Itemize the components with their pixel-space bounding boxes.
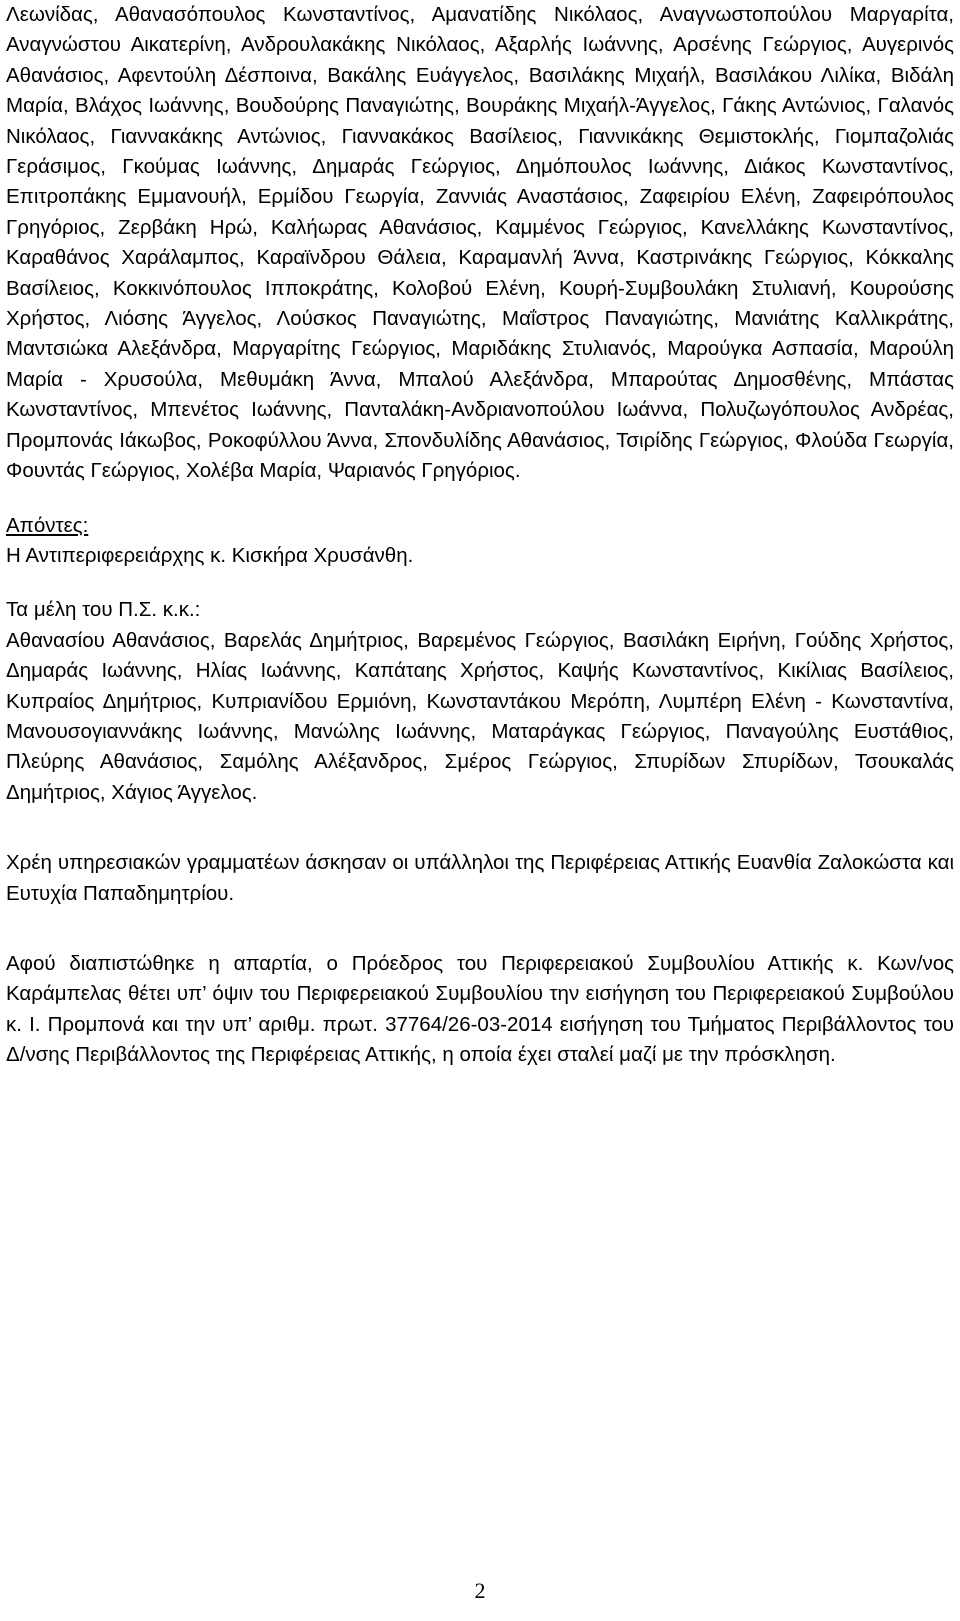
attendees-paragraph: Λεωνίδας, Αθανασόπουλος Κωνσταντίνος, Αμανατίδης Νικόλαος, Αναγνωστοπούλου Μαργαρίτα, Αναγνώστου Αικατερίνη, Ανδρουλακάκης Νικόλαος, Αξαρλής Ιωάννης, Αρσένης Γεώργιος, Αυγερινός Αθανάσιος, Αφεντούλη Δέσποινα, Βακάλης Ευάγγελος, Βασιλάκης Μιχαήλ, Βασιλάκου Λιλίκα, Βιδάλη Μαρία, Βλάχος Ιωάννης, Βουδούρης Παναγιώτης, Βουράκης Μιχαήλ-Άγγελος, Γάκης Αντώνιος, Γαλανός Νικόλαος, Γιαννακάκης Αντώνιος, Γιαννακάκος Βασίλειος, Γιαννικάκης Θεμιστοκλής, Γιομπαζολιάς Γεράσιμος, Γκούμας Ιωάννης, Δημαράς Γεώργιος, Δημόπουλος Ιωάννης, Διάκος Κωνσταντίνος, Επιτροπάκης Εμμανουήλ, Ερμίδου Γεωργία, Ζαννιάς Αναστάσιος, Ζαφειρίου Ελένη, Ζαφειρόπουλος Γρηγόριος, Ζερβάκη Ηρώ, Καλήωρας Αθανάσιος, Καμμένος Γεώργιος, Κανελλάκης Κωνσταντίνος, Καραθάνος Χαράλαμπος, Καραϊνδρου Θάλεια, Καραμανλή Άννα, Καστρινάκης Γεώργιος, Κόκκαλης Βασίλειος, Κοκκινόπουλος Ιπποκράτης, Κολοβού Ελένη, Κουρή-Συμβουλάκη Στυλιανή, Κουρούσης Χρήστος, Λιόσης Άγγελος, Λούσκος Παναγιώτης, Μαΐστρος Παναγιώτης, Μανιάτης Καλλικράτης, Μαντσιώκα Αλεξάνδρα, Μαργαρίτης Γεώργιος, Μαριδάκης Στυλιανός, Μαρούγκα Ασπασία, Μαρούλη Μαρία - Χρυσούλα, Μεθυμάκη Άννα, Μπαλού Αλεξάνδρα, Μπαρούτας Δημοσθένης, Μπάστας Κωνσταντίνος, Μπενέτος Ιωάννης, Πανταλάκη-Ανδριανοπούλου Ιωάννα, Πολυζωγόπουλος Ανδρέας, Προμπονάς Ιάκωβος, Ροκοφύλλου Άννα, Σπονδυλίδης Αθανάσιος, Τσιρίδης Γεώργιος, Φλούδα Γεωργία, Φουντάς Γεώργιος, Χολέβα Μαρία, Ψαριανός Γρηγόριος.: [6, 3, 954, 483]
absent-heading-label: Απόντες:: [6, 513, 89, 537]
document-page: [6, 0, 954, 1071]
absent-line: Η Αντιπεριφερειάρχης κ. Κισκήρα Χρυσάνθη.: [6, 543, 414, 567]
absent-heading: [6, 511, 954, 541]
secretaries-paragraph: Χρέη υπηρεσιακών γραμματέων άσκησαν οι υπάλληλοι της Περιφέρειας Αττικής Ευανθία Ζαλοκώστα και Ευτυχία Παπαδημητρίου.: [6, 851, 954, 905]
board-members-paragraph: Αθανασίου Αθανάσιος, Βαρελάς Δημήτριος, Βαρεμένος Γεώργιος, Βασιλάκη Ειρήνη, Γούδης Χρήστος, Δημαράς Ιωάννης, Ηλίας Ιωάννης, Καπάταης Χρήστος, Καψής Κωνσταντίνος, Κικίλιας Βασίλειος, Κυπραίος Δημήτριος, Κυπριανίδου Ερμιόνη, Κωνσταντάκου Μερόπη, Λυμπέρη Ελένη - Κωνσταντίνα, Μανουσογιαννάκης Ιωάννης, Μανώλης Ιωάννης, Ματαράγκας Γεώργιος, Παναγούλης Ευστάθιος, Πλεύρης Αθανάσιος, Σαμόλης Αλέξανδρος, Σμέρος Γεώργιος, Σπυρίδων Σπυρίδων, Τσουκαλάς Δημήτριος, Χάγιος Άγγελος.: [6, 628, 954, 804]
board-heading: Τα μέλη του Π.Σ. κ.κ.:: [6, 598, 201, 622]
page-number: 2: [474, 1578, 486, 1603]
quorum-paragraph: Αφού διαπιστώθηκε η απαρτία, ο Πρόεδρος του Περιφερειακού Συμβουλίου Αττικής κ. Κων/νος Καράμπελας θέτει υπ’ όψιν του Περιφερειακού Συμβουλίου την εισήγηση του Περιφερειακού Συμβούλου κ. Ι. Προμπονά και την υπ’ αριθμ. πρωτ. 37764/26-03-2014 εισήγηση του Τμήματος Περιβάλλοντος του Δ/νσης Περιβάλλοντος της Περιφέρειας Αττικής, η οποία έχει σταλεί μαζί με την πρόσκληση.: [6, 951, 954, 1067]
